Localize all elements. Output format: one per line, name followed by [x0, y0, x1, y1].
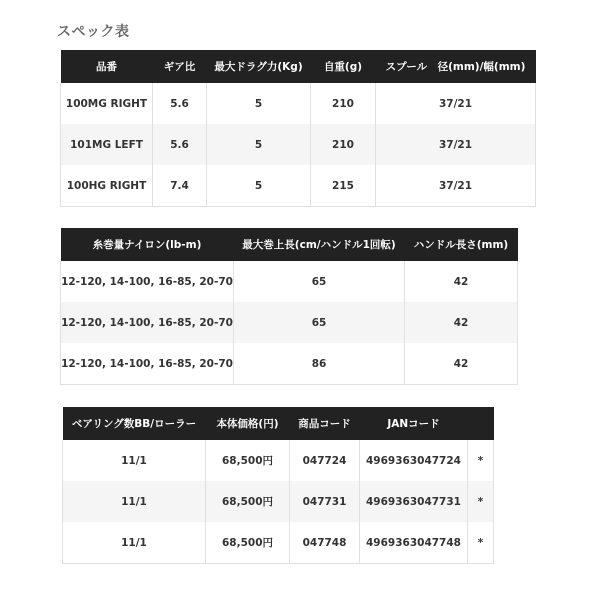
cell-max-retrieve: 65 [234, 302, 405, 343]
cell-handle-length: 42 [405, 302, 518, 343]
cell-line-capacity: 12-120, 14-100, 16-85, 20-70 [61, 302, 234, 343]
cell-jan-code: 4969363047748 [360, 522, 468, 564]
cell-weight: 210 [311, 83, 376, 124]
cell-handle-length: 42 [405, 343, 518, 385]
cell-bearings: 11/1 [63, 440, 206, 481]
header-jan-code: JANコード [360, 407, 468, 440]
cell-max-drag: 5 [207, 165, 311, 207]
cell-line-capacity: 12-120, 14-100, 16-85, 20-70 [61, 343, 234, 385]
header-max-drag: 最大ドラグ力(Kg) [207, 50, 311, 83]
header-handle-length: ハンドル長さ(mm) [405, 228, 518, 261]
spec-table-model [60, 50, 536, 207]
page-title: スペック表 [57, 24, 130, 40]
cell-bearings: 11/1 [63, 522, 206, 564]
header-model-number: 品番 [61, 50, 153, 83]
cell-max-drag: 5 [207, 124, 311, 165]
cell-spool-size: 37/21 [376, 165, 536, 207]
cell-max-retrieve: 65 [234, 261, 405, 302]
table-row [63, 481, 494, 522]
cell-note: * [468, 481, 494, 522]
header-gear-ratio: ギア比 [153, 50, 207, 83]
header-weight: 自重(g) [311, 50, 376, 83]
cell-product-code: 047731 [290, 481, 360, 522]
cell-gear-ratio: 5.6 [153, 83, 207, 124]
cell-model-number: 101MG LEFT [61, 124, 153, 165]
header-line-capacity: 糸巻量ナイロン(lb-m) [61, 228, 234, 261]
table-row [61, 343, 518, 385]
cell-handle-length: 42 [405, 261, 518, 302]
header-price: 本体価格(円) [206, 407, 290, 440]
table-row [61, 83, 536, 124]
table-row [63, 522, 494, 564]
cell-model-number: 100MG RIGHT [61, 83, 153, 124]
header-spool-size: スプール 径(mm)/幅(mm) [376, 50, 536, 83]
cell-line-capacity: 12-120, 14-100, 16-85, 20-70 [61, 261, 234, 302]
cell-spool-size: 37/21 [376, 124, 536, 165]
cell-max-drag: 5 [207, 83, 311, 124]
cell-price: 68,500円 [206, 440, 290, 481]
table-header-row [61, 50, 536, 83]
cell-price: 68,500円 [206, 522, 290, 564]
cell-weight: 215 [311, 165, 376, 207]
cell-max-retrieve: 86 [234, 343, 405, 385]
header-product-code: 商品コード [290, 407, 360, 440]
cell-jan-code: 4969363047724 [360, 440, 468, 481]
cell-product-code: 047724 [290, 440, 360, 481]
table-header-row [63, 407, 494, 440]
header-bearings: ベアリング数BB/ローラー [63, 407, 206, 440]
cell-bearings: 11/1 [63, 481, 206, 522]
table-row [61, 261, 518, 302]
cell-model-number: 100HG RIGHT [61, 165, 153, 207]
cell-gear-ratio: 5.6 [153, 124, 207, 165]
table-row [61, 124, 536, 165]
cell-note: * [468, 522, 494, 564]
cell-price: 68,500円 [206, 481, 290, 522]
cell-weight: 210 [311, 124, 376, 165]
cell-jan-code: 4969363047731 [360, 481, 468, 522]
header-max-retrieve: 最大巻上長(cm/ハンドル1回転) [234, 228, 405, 261]
table-header-row [61, 228, 518, 261]
cell-gear-ratio: 7.4 [153, 165, 207, 207]
cell-product-code: 047748 [290, 522, 360, 564]
table-row [61, 302, 518, 343]
spec-table-line-capacity [60, 228, 518, 385]
spec-table-price [62, 407, 494, 564]
header-note [468, 407, 494, 440]
table-row [61, 165, 536, 207]
cell-note: * [468, 440, 494, 481]
cell-spool-size: 37/21 [376, 83, 536, 124]
table-row [63, 440, 494, 481]
